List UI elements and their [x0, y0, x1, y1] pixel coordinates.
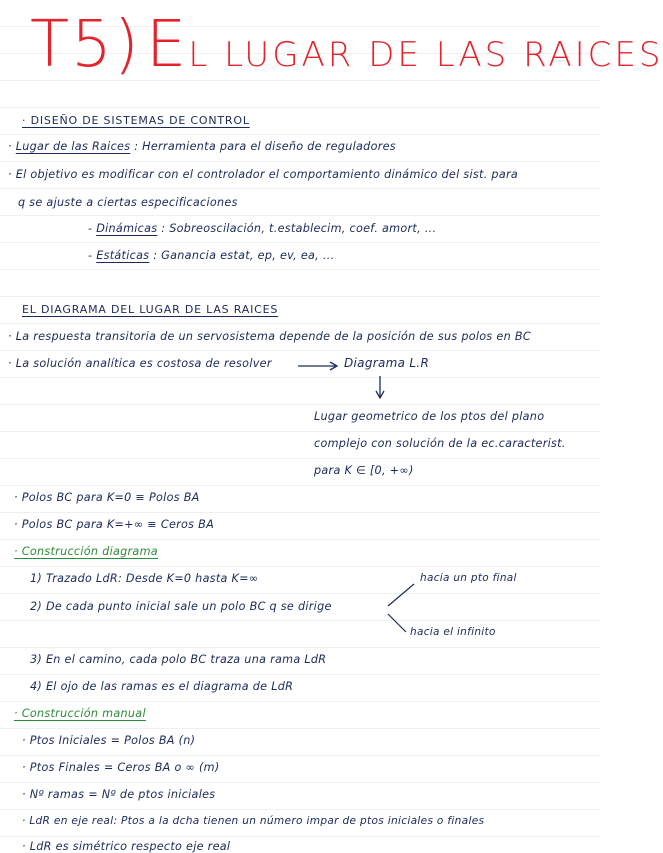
- title-big-letter: E: [145, 8, 189, 82]
- arrow-down-icon: [372, 375, 388, 401]
- manual-item: · LdR es simétrico respecto eje real: [22, 840, 231, 853]
- diagram-label: Diagrama L.R: [344, 356, 430, 370]
- spec-dynamic-list: : Sobreoscilación, t.establecim, coef. amort, ...: [161, 222, 437, 235]
- step-item: 1) Trazado LdR: Desde K=0 hasta K=∞: [30, 572, 259, 585]
- note-line: · La solución analítica es costosa de resolver: [8, 357, 272, 370]
- note-line: · La respuesta transitoria de un servosistema depende de la posición de sus polos en BC: [8, 330, 531, 343]
- step-item: 4) El ojo de las ramas es el diagrama de LdR: [30, 680, 294, 693]
- section-heading-diagram: EL DIAGRAMA DEL LUGAR DE LAS RAICES: [22, 303, 279, 316]
- note-line: · Polos BC para K=0 ≡ Polos BA: [14, 491, 200, 504]
- section-heading-design: · DISEÑO DE SISTEMAS DE CONTROL: [22, 114, 250, 127]
- definition-line: para K ∈ [0, +∞): [314, 464, 414, 477]
- spec-dynamic: - Dinámicas : Sobreoscilación, t.establecim, coef. amort, ...: [88, 222, 437, 235]
- title-rest: L LUGAR DE LAS RAICES: [188, 35, 663, 75]
- note-line: · Lugar de las Raices : Herramienta para el diseño de reguladores: [8, 140, 396, 153]
- step-item: 3) En el camino, cada polo BC traza una rama LdR: [30, 653, 327, 666]
- branch-up-label: hacia un pto final: [420, 572, 517, 584]
- page-title: [30, 8, 663, 82]
- section-heading-construction: · Construcción diagrama: [14, 545, 158, 558]
- spec-static: - Estáticas : Ganancia estat, ep, ev, ea, ...: [88, 249, 335, 262]
- manual-item: · Ptos Finales = Ceros BA o ∞ (m): [22, 761, 220, 774]
- term-definition: : Herramienta para el diseño de reguladores: [134, 140, 396, 153]
- manual-item: · Ptos Iniciales = Polos BA (n): [22, 734, 196, 747]
- term-estaticas: Estáticas: [96, 249, 150, 262]
- term-dinamicas: Dinámicas: [96, 222, 158, 235]
- branch-down-label: hacia el infinito: [410, 626, 496, 638]
- definition-line: complejo con solución de la ec.caracterist.: [314, 437, 566, 450]
- note-line: · Polos BC para K=+∞ ≡ Ceros BA: [14, 518, 215, 531]
- spec-static-list: : Ganancia estat, ep, ev, ea, ...: [153, 249, 335, 262]
- term-lugar-raices: Lugar de las Raices: [15, 140, 131, 153]
- note-line: q se ajuste a ciertas especificaciones: [18, 196, 238, 209]
- manual-item: · LdR en eje real: Ptos a la dcha tienen un número impar de ptos iniciales o finales: [22, 815, 485, 827]
- title-prefix: T5): [30, 8, 141, 82]
- definition-line: Lugar geometrico de los ptos del plano: [314, 410, 545, 423]
- section-heading-manual: · Construcción manual: [14, 707, 146, 720]
- manual-item: · Nº ramas = Nº de ptos iniciales: [22, 788, 216, 801]
- note-line: · El objetivo es modificar con el controlador el comportamiento dinámico del sist. para: [8, 168, 519, 181]
- step-item: 2) De cada punto inicial sale un polo BC q se dirige: [30, 600, 332, 613]
- arrow-right-icon: [296, 358, 342, 374]
